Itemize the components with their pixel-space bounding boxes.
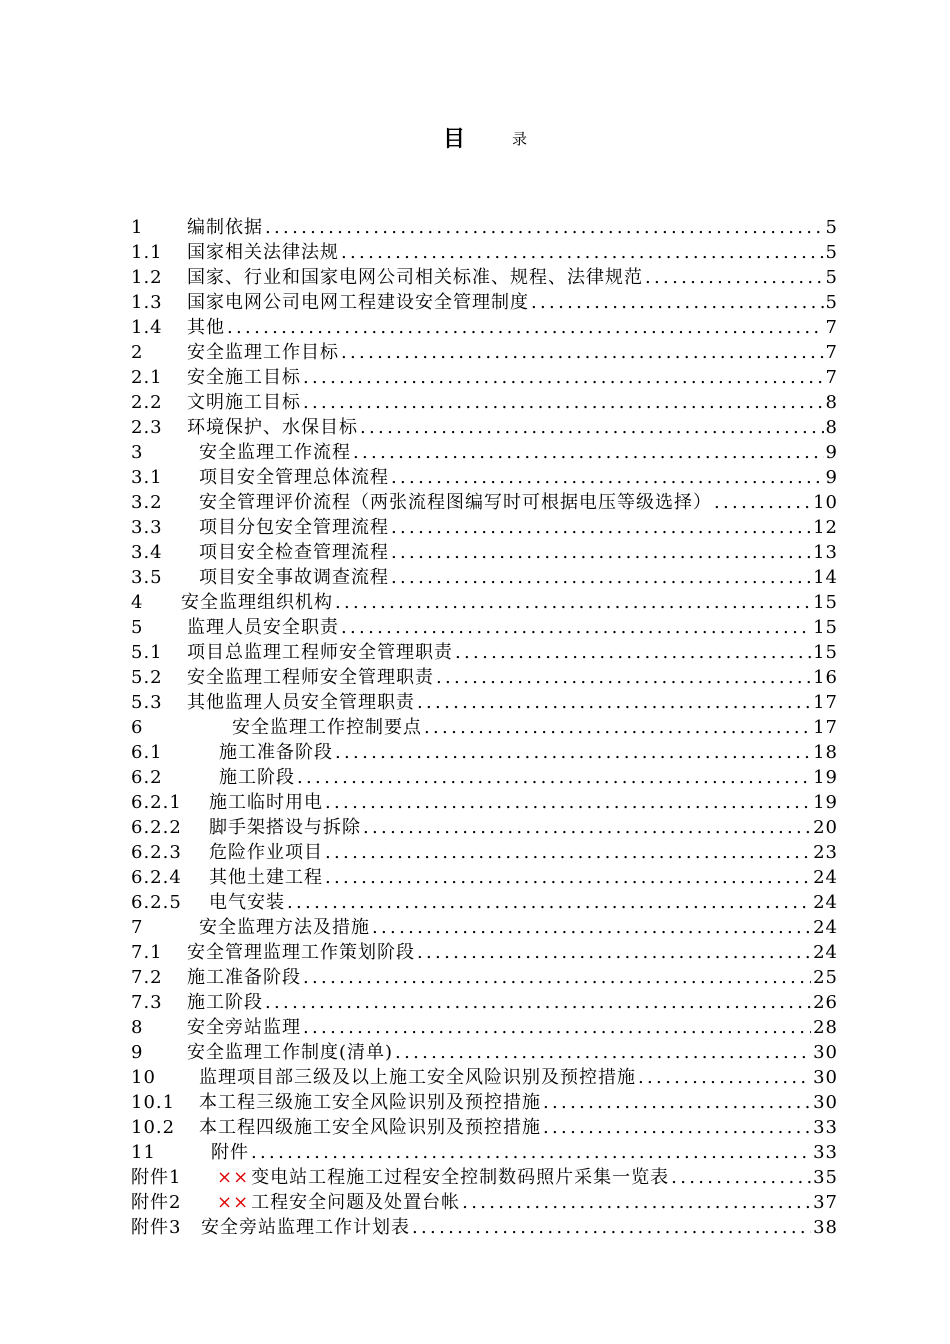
toc-entry-number: 1.2 [131,267,163,288]
toc-entry-number: 6.2 [131,767,163,788]
toc-entry-page: 26 [813,992,838,1013]
toc-entry-page: 5 [825,267,838,288]
toc-leader-dots [227,315,824,340]
toc-entry[interactable] [131,1090,838,1115]
toc-entry[interactable] [131,490,838,515]
toc-entry[interactable] [131,690,838,715]
toc-entry-number: 5.3 [131,692,163,713]
toc-entry-page: 14 [813,567,838,588]
toc-entry-number: 7.1 [131,942,163,963]
toc-entry-number: 1.4 [131,317,163,338]
toc-entry[interactable] [131,590,838,615]
toc-entry-number: 6.1 [131,742,163,763]
toc-entry[interactable] [131,890,838,915]
toc-entry-title: 安全施工目标 [187,367,301,388]
toc-entry-title: 安全监理工程师安全管理职责 [187,667,434,688]
toc-entry-title: 安全监理工作控制要点 [232,717,422,738]
toc-leader-dots [638,1065,811,1090]
toc-entry-number: 附件1 [131,1167,182,1188]
toc-leader-dots [297,765,811,790]
toc-entry-page: 15 [813,642,838,663]
toc-entry-page: 12 [813,517,838,538]
toc-entry-page: 20 [813,817,838,838]
toc-entry-page: 8 [825,392,838,413]
toc-leader-dots [335,740,811,765]
toc-entry-title: 变电站工程施工过程安全控制数码照片采集一览表 [251,1167,670,1188]
toc-leader-dots [372,915,811,940]
toc-entry[interactable] [131,640,838,665]
toc-leader-dots [455,640,811,665]
toc-leader-dots [335,590,811,615]
toc-entry[interactable] [131,1015,838,1040]
toc-entry-number: 3.2 [131,492,163,513]
toc-entry-title: 施工准备阶段 [219,742,333,763]
toc-entry[interactable] [131,965,838,990]
toc-leader-dots [391,540,811,565]
toc-leader-dots [265,990,811,1015]
toc-leader-dots [303,1015,811,1040]
toc-entry-page: 30 [813,1092,838,1113]
toc-entry-title: 本工程四级施工安全风险识别及预控措施 [199,1117,541,1138]
toc-entry-number: 7.2 [131,967,163,988]
toc-entry[interactable] [131,365,838,390]
toc-entry-title: 安全监理方法及措施 [199,917,370,938]
toc-entry[interactable] [131,540,838,565]
toc-entry-page: 19 [813,767,838,788]
toc-entry-title: 安全监理组织机构 [181,592,333,613]
toc-entry[interactable] [131,840,838,865]
toc-entry-title: 编制依据 [187,217,263,238]
toc-entry-title: 施工阶段 [187,992,263,1013]
toc-entry-page: 5 [825,292,838,313]
toc-leader-dots [353,440,824,465]
toc-entry-page: 38 [813,1217,838,1238]
toc-entry-title: 项目安全管理总体流程 [199,467,389,488]
toc-entry-number: 1.3 [131,292,163,313]
toc-entry-title: 项目安全事故调查流程 [199,567,389,588]
toc-leader-dots [341,615,811,640]
toc-entry-title: 监理项目部三级及以上施工安全风险识别及预控措施 [199,1067,636,1088]
toc-entry-page: 35 [813,1167,838,1188]
toc-entry-page: 23 [813,842,838,863]
toc-entry[interactable] [131,615,838,640]
toc-leader-dots [303,365,824,390]
toc-leader-dots [412,1215,811,1240]
toc-entry-page: 33 [813,1142,838,1163]
toc-leader-dots [341,340,824,365]
toc-entry-title: 文明施工目标 [187,392,301,413]
toc-entry-title: 施工临时用电 [209,792,323,813]
toc-leader-dots [671,1165,811,1190]
toc-entry-placeholder: ×× [217,1192,250,1213]
toc-title [0,122,950,152]
toc-entry-page: 16 [813,667,838,688]
toc-entry-title: 安全旁站监理 [187,1017,301,1038]
toc-entry-title: 施工阶段 [219,767,295,788]
toc-leader-dots [391,565,811,590]
toc-leader-dots [417,690,811,715]
toc-entry-number: 6 [131,717,144,738]
toc-leader-dots [395,1040,811,1065]
toc-entry-number: 2 [131,342,144,363]
toc-leader-dots [531,290,824,315]
toc-entry-page: 19 [813,792,838,813]
toc-entry-page: 25 [813,967,838,988]
toc-entry-number: 2.2 [131,392,163,413]
toc-entry-number: 5.2 [131,667,163,688]
toc-entry-page: 17 [813,692,838,713]
toc-entry-number: 7.3 [131,992,163,1013]
toc-entry-page: 17 [813,717,838,738]
toc-leader-dots [645,265,824,290]
toc-entry[interactable] [131,1140,838,1165]
toc-entry-number: 6.2.3 [131,842,182,863]
toc-entry-page: 28 [813,1017,838,1038]
toc-entry[interactable] [131,740,838,765]
toc-entry-number: 3 [131,442,144,463]
toc-entry[interactable] [131,240,838,265]
toc-entry-number: 9 [131,1042,144,1063]
toc-title-sub: 录 [512,130,528,148]
toc-entry[interactable] [131,515,838,540]
toc-entry-page: 33 [813,1117,838,1138]
toc-entry-title: 监理人员安全职责 [187,617,339,638]
toc-entry-page: 7 [825,342,838,363]
toc-entry-page: 5 [825,217,838,238]
toc-entry-number: 2.3 [131,417,163,438]
toc-entry[interactable] [131,1215,838,1240]
toc-leader-dots [325,865,811,890]
toc-leader-dots [360,415,824,440]
toc-leader-dots [714,490,811,515]
toc-entry-number: 10 [131,1067,156,1088]
table-of-contents [131,215,838,1240]
toc-entry-number: 6.2.4 [131,867,182,888]
toc-entry[interactable] [131,915,838,940]
toc-entry-page: 30 [813,1067,838,1088]
toc-entry[interactable] [131,390,838,415]
toc-leader-dots [543,1115,811,1140]
toc-entry-number: 2.1 [131,367,163,388]
toc-entry-title: 安全监理工作制度(清单) [187,1042,394,1063]
toc-entry[interactable] [131,1115,838,1140]
toc-entry-title: 其他监理人员安全管理职责 [187,692,415,713]
toc-entry[interactable] [131,765,838,790]
toc-entry-placeholder: ×× [217,1167,250,1188]
toc-entry[interactable] [131,440,838,465]
toc-entry-page: 9 [825,442,838,463]
toc-leader-dots [325,840,811,865]
toc-entry[interactable] [131,265,838,290]
toc-entry-title: 附件 [211,1142,249,1163]
toc-entry-page: 18 [813,742,838,763]
toc-entry-page: 24 [813,867,838,888]
toc-entry-page: 24 [813,892,838,913]
toc-entry-number: 3.3 [131,517,163,538]
toc-leader-dots [424,715,811,740]
toc-entry-title: 危险作业项目 [209,842,323,863]
toc-entry-title: 项目总监理工程师安全管理职责 [187,642,453,663]
toc-entry-number: 6.2.1 [131,792,182,813]
toc-title-main: 目 [443,127,466,152]
toc-leader-dots [287,890,811,915]
toc-leader-dots [391,465,824,490]
toc-entry-title: 工程安全问题及处置台帐 [251,1192,461,1213]
toc-leader-dots [462,1190,811,1215]
toc-leader-dots [325,790,811,815]
toc-entry[interactable] [131,215,838,240]
toc-entry-title: 安全监理工作流程 [199,442,351,463]
toc-entry-number: 附件3 [131,1217,182,1238]
toc-entry-number: 3.5 [131,567,163,588]
toc-leader-dots [436,665,811,690]
toc-entry[interactable] [131,290,838,315]
toc-entry-title: 安全旁站监理工作计划表 [201,1217,410,1238]
toc-entry[interactable] [131,340,838,365]
toc-entry-number: 11 [131,1142,156,1163]
toc-entry-title: 脚手架搭设与拆除 [209,817,361,838]
toc-entry[interactable] [131,415,838,440]
toc-entry-page: 24 [813,942,838,963]
toc-entry-page: 15 [813,617,838,638]
toc-entry-title: 国家、行业和国家电网公司相关标准、规程、法律规范 [187,267,643,288]
toc-entry-title: 其他 [187,317,225,338]
toc-entry-page: 5 [825,242,838,263]
toc-entry-title: 电气安装 [209,892,285,913]
toc-entry-number: 7 [131,917,144,938]
toc-entry-page: 15 [813,592,838,613]
toc-entry[interactable] [131,465,838,490]
toc-entry[interactable] [131,790,838,815]
toc-entry-number: 附件2 [131,1192,182,1213]
toc-entry-page: 37 [813,1192,838,1213]
toc-entry-page: 8 [825,417,838,438]
toc-entry-page: 30 [813,1042,838,1063]
toc-entry-page: 9 [825,467,838,488]
toc-entry-title: 国家相关法律法规 [187,242,339,263]
toc-entry-number: 10.1 [131,1092,176,1113]
toc-entry[interactable] [131,665,838,690]
toc-entry-title: 项目分包安全管理流程 [199,517,389,538]
toc-entry[interactable] [131,990,838,1015]
toc-entry-number: 5 [131,617,144,638]
toc-entry-page: 24 [813,917,838,938]
toc-entry-number: 6.2.5 [131,892,182,913]
toc-entry[interactable] [131,865,838,890]
toc-entry[interactable] [131,565,838,590]
toc-entry-number: 3.4 [131,542,163,563]
toc-entry-title: 项目安全检查管理流程 [199,542,389,563]
toc-entry-title: 国家电网公司电网工程建设安全管理制度 [187,292,529,313]
toc-entry-title: 安全管理监理工作策划阶段 [187,942,415,963]
toc-leader-dots [251,1140,811,1165]
toc-entry-number: 3.1 [131,467,163,488]
toc-entry-page: 10 [813,492,838,513]
toc-entry-number: 1 [131,217,144,238]
toc-entry[interactable] [131,1040,838,1065]
toc-leader-dots [391,515,811,540]
toc-entry[interactable] [131,815,838,840]
toc-entry-title: 安全监理工作目标 [187,342,339,363]
toc-entry-page: 7 [825,317,838,338]
toc-entry-number: 6.2.2 [131,817,182,838]
toc-entry[interactable] [131,1165,838,1190]
toc-entry-page: 7 [825,367,838,388]
toc-entry-number: 1.1 [131,242,163,263]
toc-entry-number: 5.1 [131,642,163,663]
toc-leader-dots [417,940,811,965]
toc-entry-title: 安全管理评价流程（两张流程图编写时可根据电压等级选择） [199,492,712,513]
toc-entry-title: 施工准备阶段 [187,967,301,988]
toc-entry-title: 本工程三级施工安全风险识别及预控措施 [199,1092,541,1113]
toc-leader-dots [303,965,811,990]
toc-entry[interactable] [131,1190,838,1215]
toc-entry-page: 13 [813,542,838,563]
toc-entry-number: 10.2 [131,1117,176,1138]
toc-leader-dots [363,815,811,840]
toc-entry[interactable] [131,1065,838,1090]
toc-entry-title: 其他土建工程 [209,867,323,888]
toc-entry[interactable] [131,940,838,965]
toc-entry-number: 8 [131,1017,144,1038]
toc-leader-dots [265,215,824,240]
toc-entry[interactable] [131,315,838,340]
toc-entry-number: 4 [131,592,144,613]
toc-entry-title: 环境保护、水保目标 [187,417,358,438]
toc-leader-dots [341,240,824,265]
toc-leader-dots [543,1090,811,1115]
toc-leader-dots [303,390,824,415]
toc-entry[interactable] [131,715,838,740]
